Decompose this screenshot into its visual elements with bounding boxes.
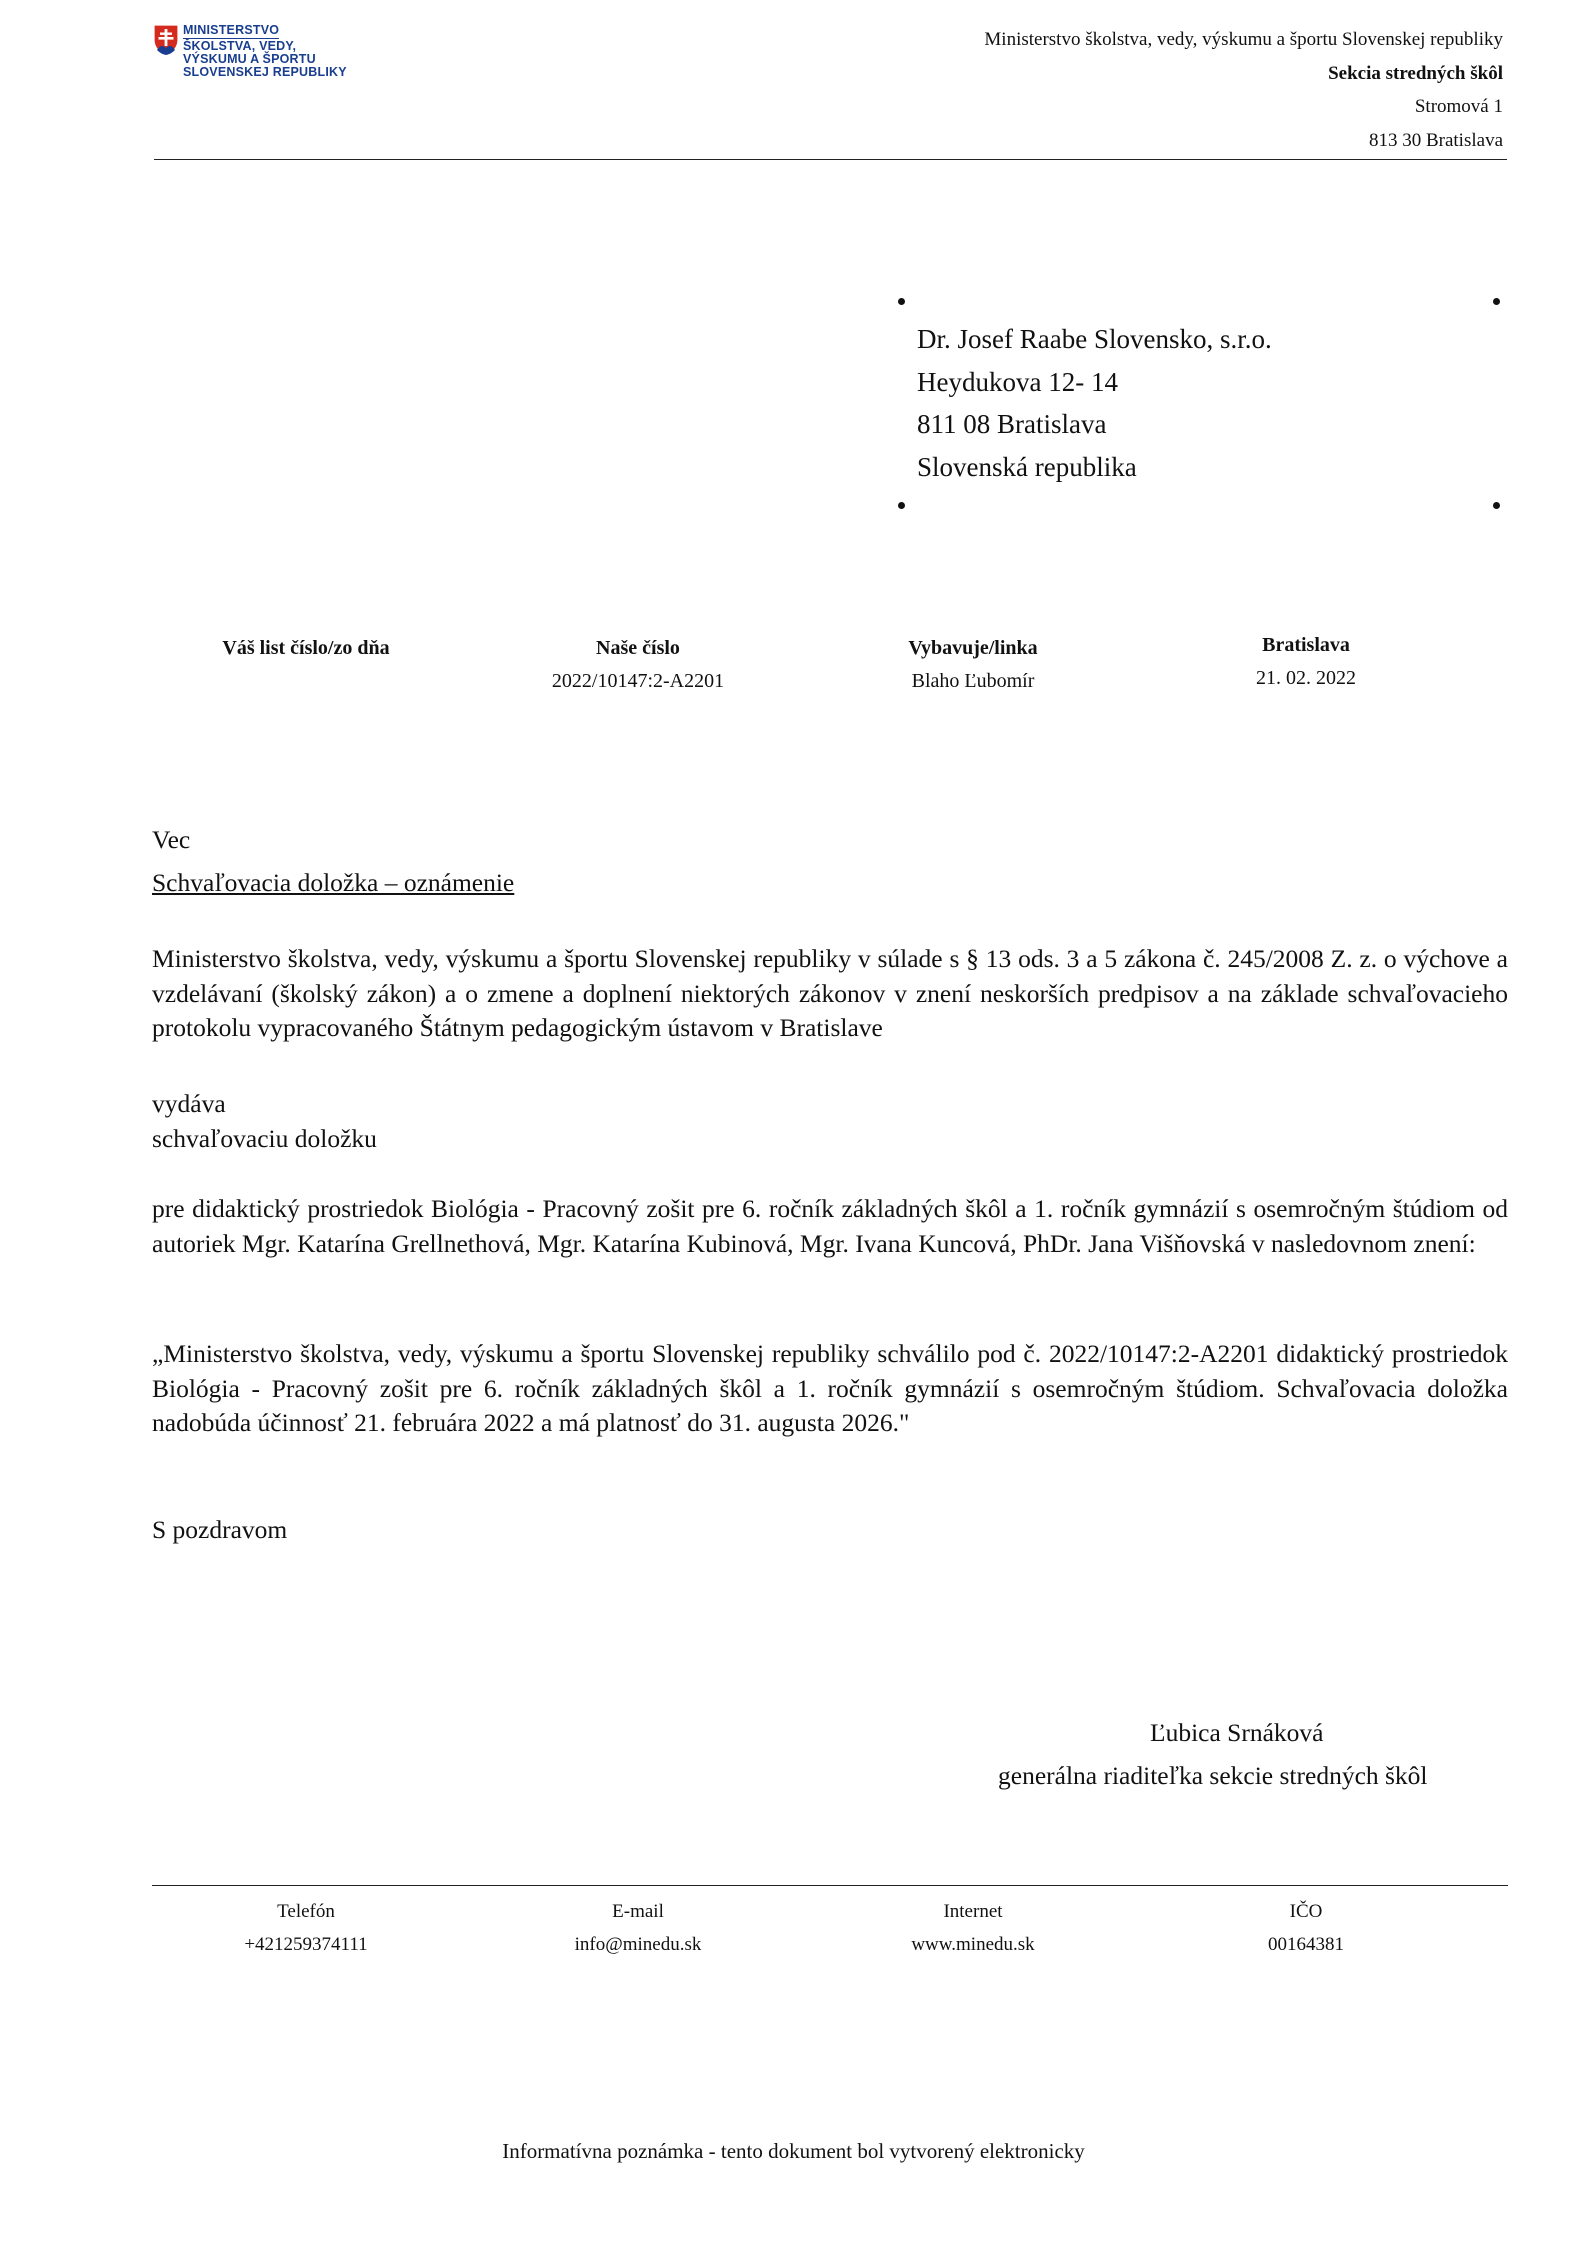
recipient-line: Heydukova 12- 14 (917, 366, 1118, 397)
handled-by-label: Vybavuje/linka (908, 637, 1038, 659)
coat-of-arms-icon (153, 24, 179, 56)
body-paragraph: Ministerstvo školstva, vedy, výskumu a športu Slovenskej republiky v súlade s § 13 ods. 3 a 5 zákona č. 245/2008 Z. z. o výchove a vzdelávaní (školský zákon) a o zmene a doplnení niektorých zákonov v znení neskorších predpisov a na základe schvaľovacieho protokolu vypracovaného Štátnym pedagogickým ústavom v Bratislave (152, 944, 1508, 1042)
footer-phone (186, 1901, 426, 1956)
logo-line: VÝSKUMU A ŠPORTU (183, 52, 316, 66)
your-letter-column (186, 637, 426, 660)
header-org: Ministerstvo školstva, vedy, výskumu a športu Slovenskej republiky (984, 29, 1503, 50)
approval-quote: „Ministerstvo školstva, vedy, výskumu a športu Slovenskej republiky schválilo pod č. 2022/10147:2-A2201 didaktický prostriedok Biológia - Pracovný zošit pre 6. ročník základných škôl a 1. ročník gymnázií s osemročným štúdiom. Schvaľovacia doložka nadobúda účinnosť 21. februára 2022 a má platnosť do 31. augusta 2026." (152, 1339, 1508, 1437)
email-label: E-mail (612, 1901, 664, 1922)
signatory-title: generálna riaditeľka sekcie stredných škôl (998, 1761, 1428, 1790)
web-label: Internet (943, 1901, 1003, 1922)
window-corner-mark (1493, 298, 1500, 305)
logo-text (183, 24, 347, 79)
logo-line: MINISTERSTVO (183, 23, 280, 37)
recipient-line: Slovenská republika (917, 451, 1137, 482)
signatory-name: Ľubica Srnáková (1150, 1718, 1324, 1747)
footer-web (853, 1901, 1093, 1956)
phone-value: +421259374111 (244, 1934, 368, 1955)
recipient-line: Dr. Josef Raabe Slovensko, s.r.o. (917, 324, 1272, 354)
header-city: 813 30 Bratislava (1368, 130, 1503, 151)
recipient-address (917, 318, 1272, 488)
our-number-column (518, 637, 758, 693)
handled-by-column (853, 637, 1093, 693)
logo-line: ŠKOLSTVA, VEDY, (183, 39, 297, 53)
footer-ico (1186, 1901, 1426, 1956)
handled-by-value: Blaho Ľubomír (911, 670, 1035, 692)
footer-divider (152, 1885, 1508, 1886)
closing-line: S pozdravom (152, 1515, 288, 1544)
our-number-label: Naše číslo (596, 637, 680, 659)
footer-email (518, 1901, 758, 1956)
subject-label: Vec (152, 825, 191, 854)
recipient-line: 811 08 Bratislava (917, 409, 1107, 439)
subject-title: Schvaľovacia doložka – oznámenie (152, 868, 515, 897)
window-corner-mark (898, 502, 905, 509)
header-section: Sekcia stredných škôl (1328, 63, 1503, 84)
header-street: Stromová 1 (1414, 96, 1503, 117)
window-corner-mark (898, 298, 905, 305)
email-value: info@minedu.sk (574, 1934, 702, 1955)
date-value: 21. 02. 2022 (1256, 667, 1356, 689)
phone-label: Telefón (277, 1901, 335, 1922)
body-paragraph: pre didaktický prostriedok Biológia - Pracovný zošit pre 6. ročník základných škôl a 1. ročník gymnázií s osemročným štúdiom od autoriek Mgr. Katarína Grellnethová, Mgr. Katarína Kubinová, Mgr. Ivana Kuncová, PhDr. Jana Višňovská v nasledovnom znení: (152, 1194, 1508, 1258)
our-number-value: 2022/10147:2-A2201 (551, 670, 725, 692)
place-date-column (1186, 634, 1426, 690)
your-letter-label: Váš list číslo/zo dňa (222, 637, 390, 659)
ministry-logo (153, 22, 363, 92)
issues-line: vydáva (152, 1089, 226, 1118)
window-corner-mark (1493, 502, 1500, 509)
web-value: www.minedu.sk (911, 1934, 1035, 1955)
clause-line: schvaľovaciu doložku (152, 1124, 377, 1153)
ico-value: 00164381 (1268, 1934, 1344, 1955)
place-label: Bratislava (1262, 634, 1350, 656)
electronic-document-note: Informatívna poznámka - tento dokument bol vytvorený elektronicky (502, 2139, 1085, 2163)
logo-line: SLOVENSKEJ REPUBLIKY (183, 65, 347, 79)
ico-label: IČO (1289, 1901, 1323, 1922)
header-divider (154, 159, 1507, 160)
